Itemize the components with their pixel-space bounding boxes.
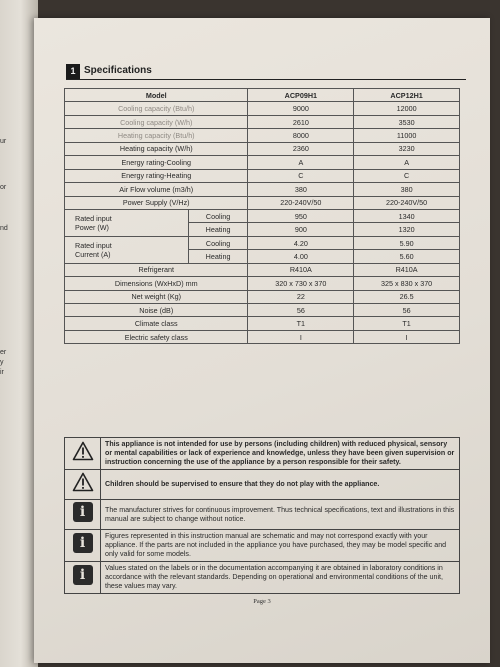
row-value: 4.20 xyxy=(248,236,354,249)
table-row xyxy=(65,142,460,155)
note-icon-cell xyxy=(65,470,101,500)
left-page-fragment: ir xyxy=(0,369,4,376)
table-row xyxy=(65,129,460,142)
table-row xyxy=(65,290,460,303)
row-value: C xyxy=(354,169,460,182)
row-value: 8000 xyxy=(248,129,354,142)
rated-current-label-line1: Rated input xyxy=(75,240,112,250)
section-header xyxy=(66,64,466,80)
manual-page xyxy=(34,18,490,663)
sub-label: Cooling xyxy=(188,236,248,249)
row-value: 12000 xyxy=(354,102,460,115)
specifications-table xyxy=(64,88,460,344)
row-value: 5.90 xyxy=(354,236,460,249)
adjacent-page-edge xyxy=(0,0,38,667)
row-value: 320 x 730 x 370 xyxy=(248,277,354,290)
row-value: 1320 xyxy=(354,223,460,236)
rated-power-label xyxy=(65,209,189,236)
row-value: 11000 xyxy=(354,129,460,142)
row-value: 22 xyxy=(248,290,354,303)
row-value: 950 xyxy=(248,209,354,222)
left-page-fragment: nd xyxy=(0,225,8,232)
sub-label: Heating xyxy=(188,223,248,236)
row-label: Air Flow volume (m3/h) xyxy=(65,183,248,196)
header-model-2: ACP12H1 xyxy=(354,89,460,102)
table-row xyxy=(65,115,460,128)
rated-current-label-line2: Current (A) xyxy=(75,249,111,259)
note-row xyxy=(65,470,460,500)
left-page-fragment: y xyxy=(0,359,4,366)
row-value: 220-240V/50 xyxy=(354,196,460,209)
table-row xyxy=(65,102,460,115)
note-icon-cell xyxy=(65,438,101,470)
note-icon-cell xyxy=(65,530,101,562)
table-row xyxy=(65,183,460,196)
row-label: Noise (dB) xyxy=(65,304,248,317)
table-row xyxy=(65,277,460,290)
row-label: Energy rating-Cooling xyxy=(65,156,248,169)
row-value: 3530 xyxy=(354,115,460,128)
note-text: This appliance is not intended for use by persons (including children) with reduced physical, sensory or mental capabilities or lack of experience and knowledge, unless they have been given supervision or instruction concerning the use of the appliance by a person responsible for their safety. xyxy=(101,438,460,470)
note-text: Children should be supervised to ensure that they do not play with the appliance. xyxy=(101,470,460,500)
note-row xyxy=(65,562,460,594)
note-text: Figures represented in this instruction manual are schematic and may not correspond exactly with your appliance. If the parts are not included in the appliance you have purchased, they may be model specific and only valid for some models. xyxy=(101,530,460,562)
sub-label: Cooling xyxy=(188,209,248,222)
row-value: 3230 xyxy=(354,142,460,155)
info-icon xyxy=(73,502,93,522)
row-value: 4.00 xyxy=(248,250,354,263)
rated-power-label-line1: Rated input xyxy=(75,213,112,223)
row-label: Energy rating-Heating xyxy=(65,169,248,182)
row-value: 325 x 830 x 370 xyxy=(354,277,460,290)
note-row xyxy=(65,438,460,470)
row-value: 1340 xyxy=(354,209,460,222)
row-label: Power Supply (V/Hz) xyxy=(65,196,248,209)
row-label: Heating capacity (Btu/h) xyxy=(65,129,248,142)
row-label: Cooling capacity (W/h) xyxy=(65,115,248,128)
section-title: Specifications xyxy=(84,65,152,76)
note-row xyxy=(65,530,460,562)
row-value: 220-240V/50 xyxy=(248,196,354,209)
row-label: Climate class xyxy=(65,317,248,330)
note-text: The manufacturer strives for continuous improvement. Thus technical specifications, text and illustrations in this manual are subject to change without notice. xyxy=(101,500,460,530)
row-value: C xyxy=(248,169,354,182)
row-label: Cooling capacity (Btu/h) xyxy=(65,102,248,115)
rated-power-label-line2: Power (W) xyxy=(75,222,109,232)
row-value: A xyxy=(248,156,354,169)
row-label: Dimensions (WxHxD) mm xyxy=(65,277,248,290)
header-model-1: ACP09H1 xyxy=(248,89,354,102)
table-row xyxy=(65,156,460,169)
notes-table xyxy=(64,437,460,594)
info-icon xyxy=(73,533,93,553)
row-value: A xyxy=(354,156,460,169)
row-label: Electric safety class xyxy=(65,330,248,343)
row-label: Net weight (Kg) xyxy=(65,290,248,303)
note-icon-cell xyxy=(65,500,101,530)
row-value: I xyxy=(248,330,354,343)
table-row xyxy=(65,209,460,222)
warning-triangle-icon xyxy=(72,472,94,492)
left-page-fragment: er xyxy=(0,349,7,356)
left-page-fragment: ur xyxy=(0,138,7,145)
row-value: 26.5 xyxy=(354,290,460,303)
warning-triangle-icon xyxy=(72,441,94,461)
info-icon xyxy=(73,565,93,585)
note-icon-cell xyxy=(65,562,101,594)
table-row xyxy=(65,263,460,276)
row-value: 380 xyxy=(248,183,354,196)
left-page-fragment: or xyxy=(0,184,7,191)
row-value: 56 xyxy=(354,304,460,317)
row-value: 9000 xyxy=(248,102,354,115)
table-row xyxy=(65,330,460,343)
table-row xyxy=(65,304,460,317)
row-value: 900 xyxy=(248,223,354,236)
row-value: T1 xyxy=(354,317,460,330)
row-value: 2360 xyxy=(248,142,354,155)
row-value: R410A xyxy=(248,263,354,276)
page-number: Page 3 xyxy=(253,598,271,605)
row-label: Refrigerant xyxy=(65,263,248,276)
table-header-row xyxy=(65,89,460,102)
row-label: Heating capacity (W/h) xyxy=(65,142,248,155)
sub-label: Heating xyxy=(188,250,248,263)
row-value: 380 xyxy=(354,183,460,196)
table-row xyxy=(65,236,460,249)
note-row xyxy=(65,500,460,530)
note-text: Values stated on the labels or in the documentation accompanying it are obtained in laboratory conditions in accordance with the relevant standards. Depending on operational and environmental conditions of the unit, these values may vary. xyxy=(101,562,460,594)
table-row xyxy=(65,196,460,209)
row-value: T1 xyxy=(248,317,354,330)
section-number: 1 xyxy=(66,64,80,79)
row-value: R410A xyxy=(354,263,460,276)
table-row xyxy=(65,317,460,330)
row-value: 56 xyxy=(248,304,354,317)
row-value: I xyxy=(354,330,460,343)
row-value: 2610 xyxy=(248,115,354,128)
table-row xyxy=(65,169,460,182)
row-value: 5.60 xyxy=(354,250,460,263)
rated-current-label xyxy=(65,236,189,263)
header-model: Model xyxy=(65,89,248,102)
